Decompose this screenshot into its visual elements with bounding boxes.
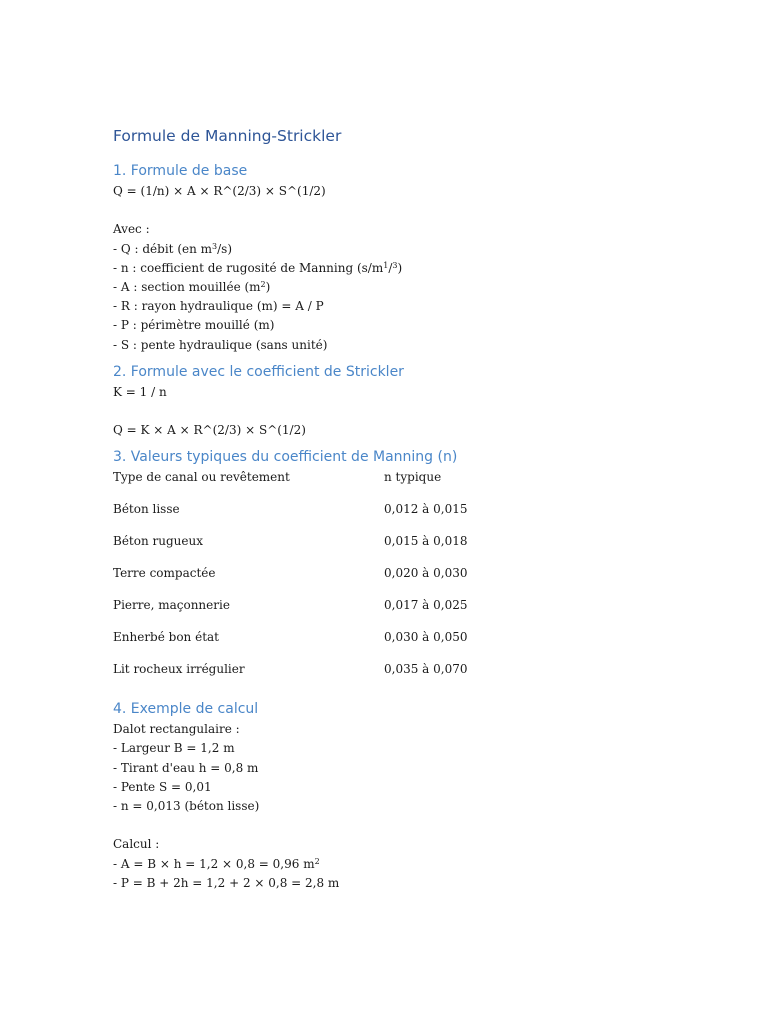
table-cell-type: Terre compactée: [113, 566, 216, 581]
table-header-n: n typique: [384, 470, 442, 485]
table-cell-type: Pierre, maçonnerie: [113, 598, 230, 613]
def-p: - P : périmètre mouillé (m): [113, 318, 275, 333]
table-row: [113, 532, 673, 564]
base-formula: Q = (1/n) × A × R^(2/3) × S^(1/2): [113, 184, 326, 198]
table-cell-n: 0,030 à 0,050: [384, 630, 468, 645]
calcul-label: Calcul :: [113, 837, 160, 852]
example-tirant: - Tirant d'eau h = 0,8 m: [113, 760, 259, 775]
section-3-heading: 3. Valeurs typiques du coefficient de Manning (n): [113, 449, 458, 466]
table-row: [113, 500, 673, 532]
example-largeur: - Largeur B = 1,2 m: [113, 741, 235, 756]
manning-table: [113, 468, 673, 692]
table-row: [113, 628, 673, 660]
table-header-row: [113, 468, 673, 500]
table-header-type: Type de canal ou revêtement: [113, 470, 290, 485]
table-cell-n: 0,020 à 0,030: [384, 566, 468, 581]
example-pente: - Pente S = 0,01: [113, 779, 212, 794]
table-row: [113, 596, 673, 628]
section-4-heading: 4. Exemple de calcul: [113, 701, 259, 718]
def-q: - Q : débit (en $m^3/s$): [113, 241, 233, 256]
table-cell-type: Béton rugueux: [113, 534, 203, 549]
table-cell-type: Béton lisse: [113, 502, 180, 517]
calcul-p: - P = B + 2h = 1,2 + 2 × 0,8 = 2,8 m: [113, 875, 340, 890]
table-cell-n: 0,017 à 0,025: [384, 598, 468, 613]
table-cell-n: 0,035 à 0,070: [384, 662, 468, 677]
table-row: [113, 660, 673, 692]
example-n: - n = 0,013 (béton lisse): [113, 799, 260, 813]
table-cell-n: 0,015 à 0,018: [384, 534, 468, 549]
def-n: - n : coefficient de rugosité de Manning $(s/m^1/^3)$: [113, 260, 403, 275]
table-cell-type: Lit rocheux irrégulier: [113, 662, 245, 677]
calcul-a: - A = B × h = 1,2 × 0,8 = 0,96 $m^2$: [113, 856, 320, 871]
section-1-heading: 1. Formule de base: [113, 163, 248, 179]
table-cell-n: 0,012 à 0,015: [384, 502, 468, 517]
def-a: - A : section mouillée $(m^2)$: [113, 279, 271, 294]
avec-label: Avec :: [113, 222, 150, 237]
strickler-k: K = 1 / n: [113, 384, 167, 399]
strickler-formula: Q = K × A × R^(2/3) × S^(1/2): [113, 423, 306, 438]
document-title: Formule de Manning-Strickler: [113, 127, 342, 145]
section-2-heading: 2. Formule avec le coefficient de Strickler: [113, 363, 404, 380]
table-row: [113, 564, 673, 596]
def-r: - R : rayon hydraulique (m) = A / P: [113, 299, 324, 314]
document-page: [113, 124, 673, 893]
example-dalot: Dalot rectangulaire :: [113, 722, 240, 737]
def-s: - S : pente hydraulique (sans unité): [113, 337, 328, 352]
table-cell-type: Enherbé bon état: [113, 630, 220, 645]
